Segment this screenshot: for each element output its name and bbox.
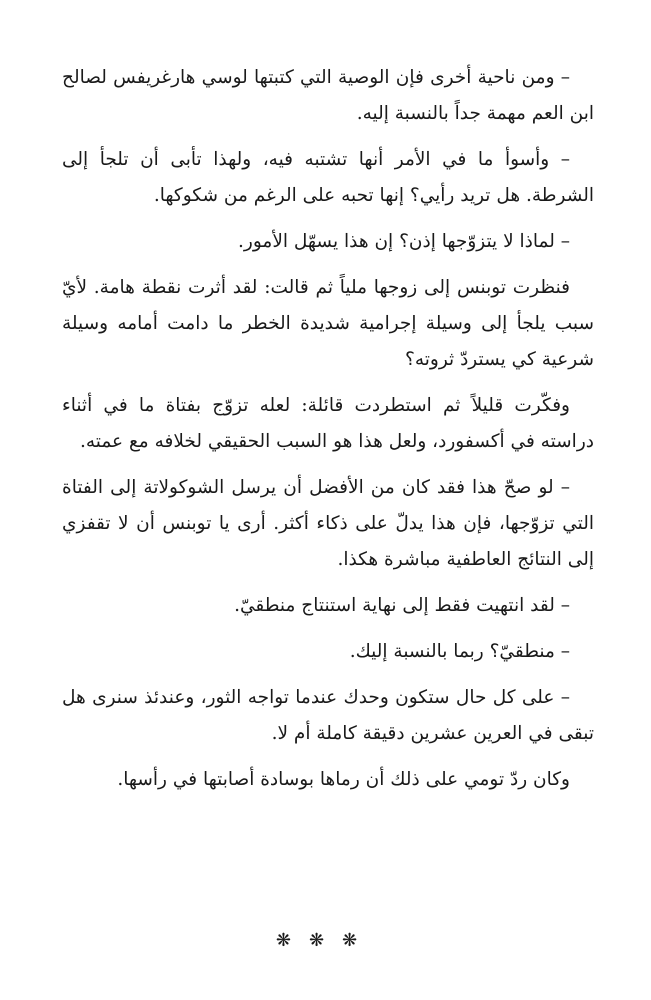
- paragraph-8: – منطقيّ؟ ربما بالنسبة إليك.: [349, 641, 570, 662]
- book-page-text: [62, 60, 594, 808]
- paragraph-5: وفكّرت قليلاً ثم استطردت قائلة: لعله تزوّج بفتاة ما في أثناء دراسته في أكسفورد، ولعل هذا هو السبب الحقيقي لخلافه مع عمته.: [62, 395, 594, 452]
- section-separator: ❋❋❋: [275, 930, 376, 951]
- paragraph-9: – على كل حال ستكون وحدك عندما تواجه الثور، وعندئذ سنرى هل تبقى في العرين عشرين دقيقة كاملة أم لا.: [62, 687, 594, 744]
- paragraph-3: – لماذا لا يتزوّجها إذن؟ إن هذا يسهّل الأمور.: [238, 231, 570, 252]
- paragraph-4: فنظرت توبنس إلى زوجها ملياً ثم قالت: لقد أثرت نقطة هامة. لأيّ سبب يلجأ إلى وسيلة إجرامية شديدة الخطر ما دامت أمامه وسيلة شرعية كي يستردّ ثروته؟: [62, 277, 594, 370]
- paragraph-7: – لقد انتهيت فقط إلى نهاية استنتاج منطقيّ.: [234, 595, 570, 616]
- paragraph-10: وكان ردّ تومي على ذلك أن رماها بوسادة أصابتها في رأسها.: [117, 769, 570, 790]
- paragraph-6: – لو صحّ هذا فقد كان من الأفضل أن يرسل الشوكولاتة إلى الفتاة التي تزوّجها، فإن هذا يدلّ على ذكاء أكثر. أرى يا توبنس أن لا تقفزي إلى النتائج العاطفية مباشرة هكذا.: [62, 477, 594, 570]
- paragraph-2: – وأسوأ ما في الأمر أنها تشتبه فيه، ولهذا تأبى أن تلجأ إلى الشرطة. هل تريد رأيي؟ إنها تحبه على الرغم من شكوكها.: [62, 149, 594, 206]
- paragraph-1: – ومن ناحية أخرى فإن الوصية التي كتبتها لوسي هارغريفس لصالح ابن العم مهمة جداً بالنسبة إليه.: [62, 67, 594, 124]
